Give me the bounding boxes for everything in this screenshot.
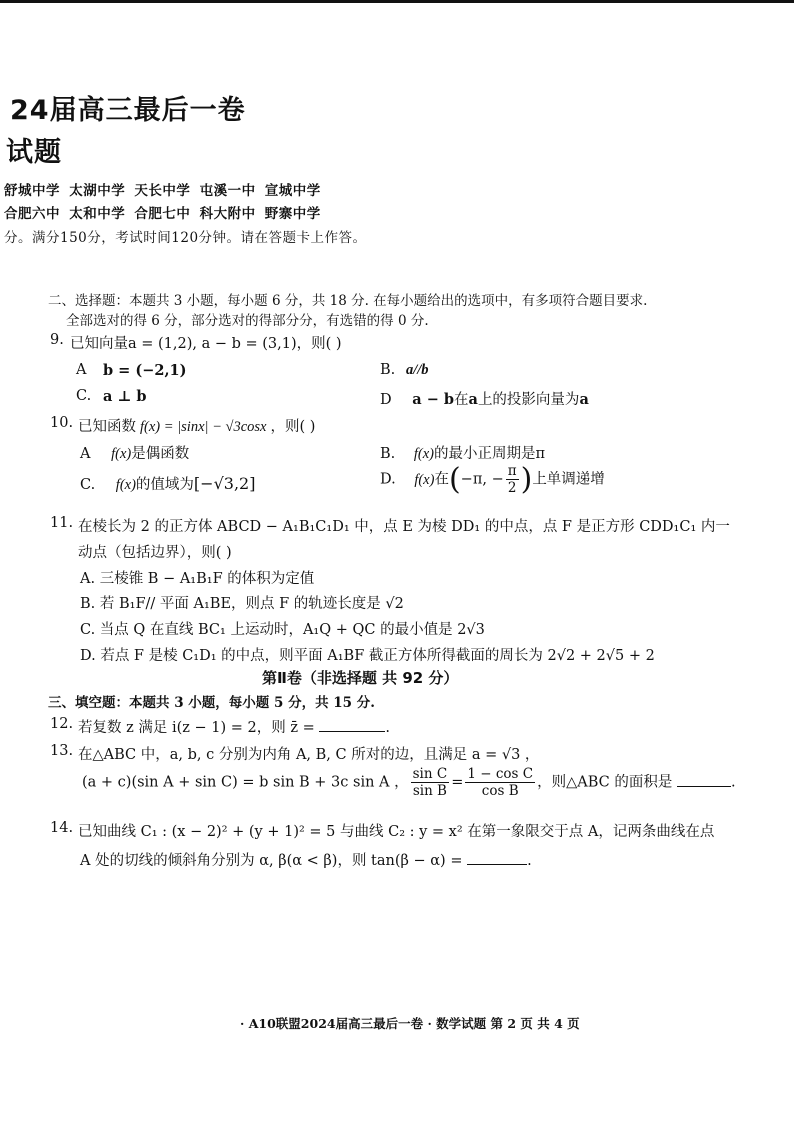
q11-number: 11. [50,515,74,531]
q13-frac1-num: sin C [412,766,448,782]
q10-option-d-frac-den: 2 [507,480,517,496]
exam-title-line2: 试题 [6,137,62,168]
page-footer: · A10联盟2024届高三最后一卷 · 数学试题 第 2 页 共 4 页 [240,1016,580,1031]
q9-option-d-tail: 上的投影向量为 [477,392,580,408]
q10-stem-pre: 已知函数 [78,419,136,435]
q10-option-d-frac-num: π [507,462,517,479]
top-border-line [0,0,794,3]
q10-option-c-label: C. [80,477,96,493]
q10-stem [78,415,315,436]
q12-answer-blank[interactable] [319,730,385,732]
q14-line1: 已知曲线 C₁ : (x − 2)² + (y + 1)² = 5 与曲线 C₂ : y = x² 在第一象限交于点 A，记两条曲线在点 [78,824,715,840]
q11-stem-line2: 动点（包括边界），则( ) [78,545,232,561]
q10-option-c [80,473,255,494]
exam-note: 分。满分150分，考试时间120分钟。请在答题卡上作答。 [4,230,367,246]
q10-option-d-math: f(x) [414,471,435,488]
schools-row-2: 合肥六中 太和中学 合肥七中 科大附中 野寨中学 [4,206,321,222]
section2-heading-line1: 二、选择题：本题共 3 小题，每小题 6 分，共 18 分. 在每小题给出的选项中，有多项符合题目要求. [48,293,648,309]
q9-option-a-label: A [76,362,87,378]
q10-option-d-interval-left: −π, − [460,471,504,488]
q10-option-c-text: 的值域为 [135,477,194,493]
q10-option-b-math: f(x) [413,446,434,462]
q9-option-d-mid: 在 [454,392,469,408]
q9-option-b-text: a//b [406,362,429,378]
q11-option-d: D. 若点 F 是棱 C₁D₁ 的中点，则平面 A₁BF 截正方体所得截面的周长为 2√2 + 2√5 + 2 [80,648,655,664]
q12-line: 若复数 z 满足 i(z − 1) = 2，则 z̄ = . [78,720,390,736]
q13-line2: (a + c)(sin A + sin C) = b sin B + 3c sin A ， $\frac{\text{sin C}}{\text{sin B}}$ = $\frac{\text{1 − cos C}}{\text{cos B}}$ ，则△ABC 的面积是 . [82,766,736,800]
q9-number: 9. [50,332,64,348]
q14-line2-text: A 处的切线的倾斜角分别为 α, β(α < β)，则 tan(β − α) = [80,853,463,869]
q14-line2: A 处的切线的倾斜角分别为 α, β(α < β)，则 tan(β − α) = . [80,853,532,869]
q10-option-d-paren-close: ) [520,462,533,497]
q10-option-d-text: 在 [434,471,449,488]
schools-row-1: 舒城中学 太湖中学 天长中学 屯溪一中 宣城中学 [4,183,321,199]
q9-option-d-label-text: D [380,392,392,408]
q13-frac1-den: sin B [412,783,447,800]
q10-option-a-math: f(x) [111,446,132,462]
q13-frac2-den: cos B [481,783,519,800]
q10-number: 10. [50,415,74,431]
q13-line1: 在△ABC 中，a, b, c 分别为内角 A, B, C 所对的边，且满足 a = √3 ， [78,747,540,763]
q9-option-b-label: B. [380,362,396,378]
q13-answer-blank[interactable] [677,785,731,787]
q10-option-d-label: D. [380,471,396,488]
q10-stem-math: f(x) = |sinx| − √3cosx [140,419,267,435]
q13-line2-post: ，则△ABC 的面积是 [537,774,673,791]
q13-line2-pre: (a + c)(sin A + sin C) = b sin B + 3c sin A ， [82,774,409,791]
q10-option-a-label: A [80,446,91,462]
q10-option-d-paren-open: ( [448,462,461,497]
part2-title: 第Ⅱ卷（非选择题 共 92 分） [262,669,459,687]
q10-option-c-math: f(x) [115,477,136,493]
q14-number: 14. [50,820,74,836]
q10-stem-post: ，则( ) [270,419,316,435]
q12-text: 若复数 z 满足 i(z − 1) = 2，则 z̄ = [78,720,315,736]
q11-option-b: B. 若 B₁F// 平面 A₁BE，则点 F 的轨迹长度是 √2 [80,596,404,612]
q10-option-d-tail: 上单调递增 [532,471,605,488]
q10-option-b-text: 的最小正周期是π [434,446,546,462]
q11-option-a: A. 三棱锥 B − A₁B₁F 的体积为定值 [80,571,315,587]
q13-fraction-1 [411,766,450,799]
q10-option-b-label: B. [380,446,396,462]
q9-option-c-label: C. [76,388,92,404]
q13-frac2-num: 1 − cos C [467,766,534,782]
q9-option-d-math: a − b [412,391,455,408]
q10-option-d-fraction [506,463,519,496]
q13-number: 13. [50,743,74,759]
section2-heading-line2: 全部选对的得 6 分，部分选对的得部分分，有选错的得 0 分. [66,313,429,329]
q13-fraction-2 [465,766,535,799]
q12-number: 12. [50,716,74,732]
q11-stem-line1: 在棱长为 2 的正方体 ABCD − A₁B₁C₁D₁ 中，点 E 为棱 DD₁ 的中点，点 F 是正方形 CDD₁C₁ 内一 [78,519,730,535]
exam-title-line1: 24届高三最后一卷 [10,95,246,126]
section3-heading: 三、填空题：本题共 3 小题，每小题 5 分，共 15 分. [48,695,375,711]
q10-option-a-text: 是偶函数 [131,446,190,462]
q13-equals: = [451,774,464,791]
q14-answer-blank[interactable] [467,863,527,865]
q11-option-c: C. 当点 Q 在直线 BC₁ 上运动时，A₁Q + QC 的最小值是 2√3 [80,622,485,638]
q10-option-c-range: [−√3,2] [193,474,256,493]
q9-option-d-a: a [468,391,478,408]
q9-option-d-end: a [579,391,589,408]
q9-option-a-text: b = (−2,1) [103,362,187,379]
q10-option-b [380,442,545,463]
q9-option-c-text: a ⊥ b [103,388,147,405]
q10-option-a [80,442,189,463]
q9-stem: 已知向量a = (1,2), a − b = (3,1)，则( ) [70,336,342,352]
q9-option-d-label [380,388,589,409]
q10-option-d [380,462,605,497]
